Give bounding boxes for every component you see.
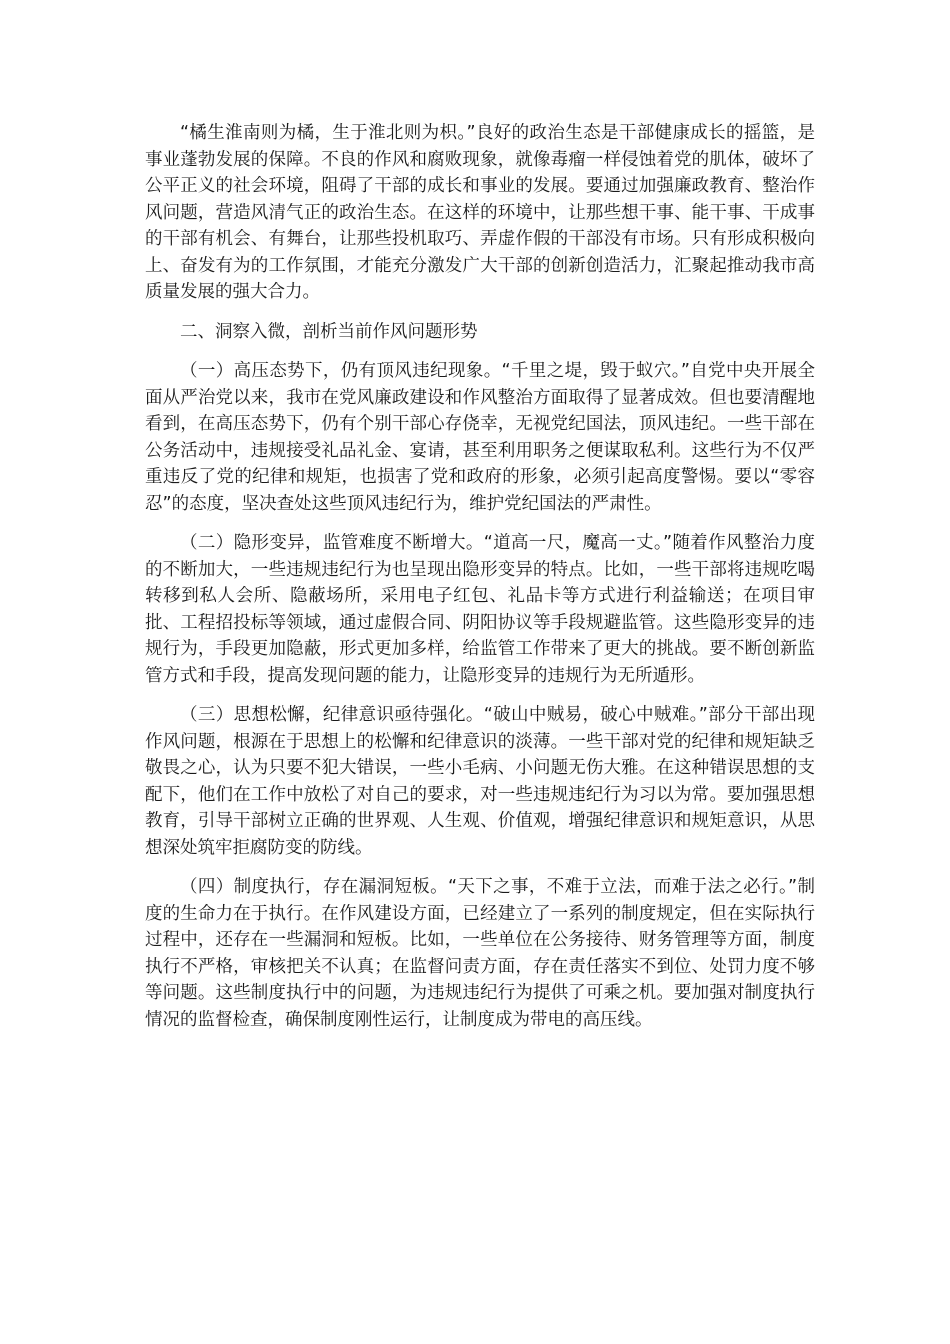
document-body bbox=[145, 120, 815, 1046]
subsection-paragraph-4: （四）制度执行，存在漏洞短板。“天下之事，不难于立法，而难于法之必行。”制度的生命力在于执行。在作风建设方面，已经建立了一系列的制度规定，但在实际执行过程中，还存在一些漏洞和短板。比如，一些单位在公务接待、财务管理等方面，制度执行不严格，审核把关不认真；在监督问责方面，存在责任落实不到位、处罚力度不够等问题。这些制度执行中的问题，为违规违纪行为提供了可乘之机。要加强对制度执行情况的监督检查，确保制度刚性运行，让制度成为带电的高压线。 bbox=[145, 877, 815, 1030]
intro-paragraph: “橘生淮南则为橘，生于淮北则为枳。”良好的政治生态是干部健康成长的摇篮，是事业蓬勃发展的保障。不良的作风和腐败现象，就像毒瘤一样侵蚀着党的肌体，破坏了公平正义的社会环境，阻碍了干部的成长和事业的发展。要通过加强廉政教育、整治作风问题，营造风清气正的政治生态。在这样的环境中，让那些想干事、能干事、干成事的干部有机会、有舞台，让那些投机取巧、弄虚作假的干部没有市场。只有形成积极向上、奋发有为的工作氛围，才能充分激发广大干部的创新创造活力，汇聚起推动我市高质量发展的强大合力。 bbox=[145, 123, 815, 302]
subsection-paragraph-3: （三）思想松懈，纪律意识亟待强化。“破山中贼易，破心中贼难。”部分干部出现作风问题，根源在于思想上的松懈和纪律意识的淡薄。一些干部对党的纪律和规矩缺乏敬畏之心，认为只要不犯大错误，一些小毛病、小问题无伤大雅。在这种错误思想的支配下，他们在工作中放松了对自己的要求，对一些违规违纪行为习以为常。要加强思想教育，引导干部树立正确的世界观、人生观、价值观，增强纪律意识和规矩意识，从思想深处筑牢拒腐防变的防线。 bbox=[145, 705, 815, 858]
section-heading: 二、洞察入微，剖析当前作风问题形势 bbox=[180, 321, 478, 342]
subsection-paragraph-2: （二）隐形变异，监管难度不断增大。“道高一尺，魔高一丈。”随着作风整治力度的不断加大，一些违规违纪行为也呈现出隐形变异的特点。比如，一些干部将违规吃喝转移到私人会所、隐蔽场所，采用电子红包、礼品卡等方式进行利益输送；在项目审批、工程招投标等领域，通过虚假合同、阴阳协议等手段规避监管。这些隐形变异的违规行为，手段更加隐蔽，形式更加多样，给监管工作带来了更大的挑战。要不断创新监管方式和手段，提高发现问题的能力，让隐形变异的违规行为无所遁形。 bbox=[145, 533, 815, 686]
subsection-paragraph-1: （一）高压态势下，仍有顶风违纪现象。“千里之堤，毁于蚁穴。”自党中央开展全面从严治党以来，我市在党风廉政建设和作风整治方面取得了显著成效。但也要清醒地看到，在高压态势下，仍有个别干部心存侥幸，无视党纪国法，顶风违纪。一些干部在公务活动中，违规接受礼品礼金、宴请，甚至利用职务之便谋取私利。这些行为不仅严重违反了党的纪律和规矩，也损害了党和政府的形象，必须引起高度警惕。要以“零容忍”的态度，坚决查处这些顶风违纪行为，维护党纪国法的严肃性。 bbox=[145, 361, 815, 514]
